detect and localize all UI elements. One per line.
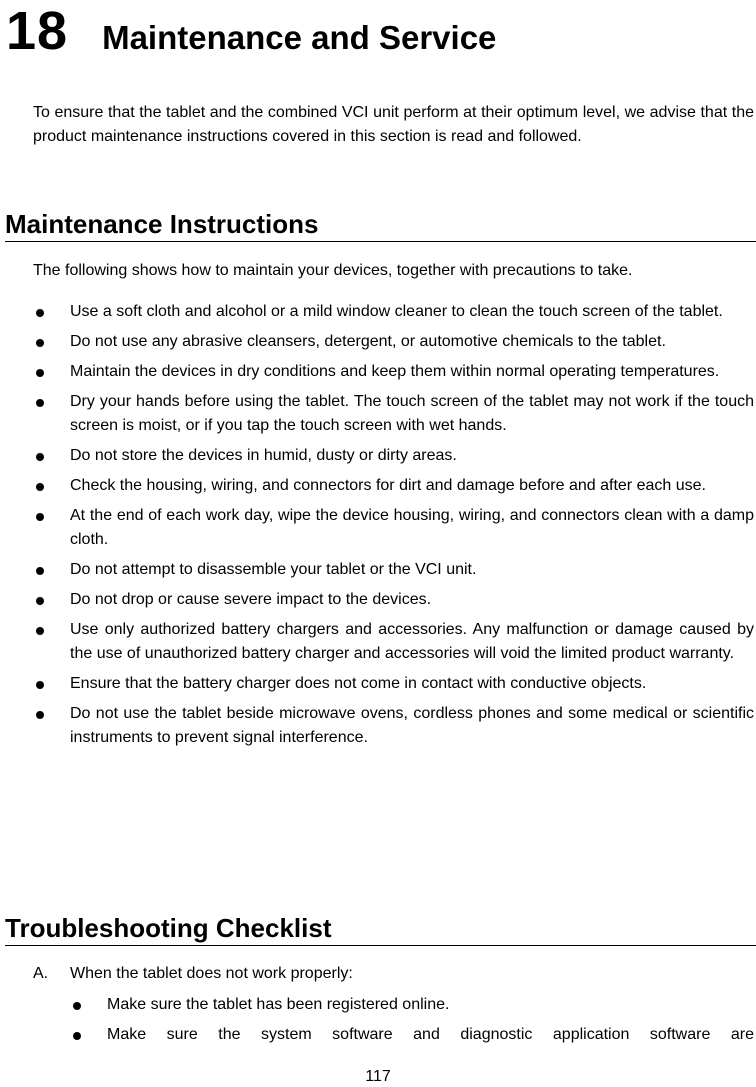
troubleshooting-item-a (33, 962, 353, 986)
list-item-text: Do not drop or cause severe impact to the devices. (70, 591, 432, 608)
bullet-icon (36, 309, 44, 317)
item-a-text: When the tablet does not work properly: (70, 965, 353, 982)
troubleshooting-heading: Troubleshooting Checklist (5, 913, 756, 946)
list-item-text: Make sure the tablet has been registered online. (107, 996, 450, 1013)
bullet-icon (36, 567, 44, 575)
list-item-text: Do not use any abrasive cleansers, detergent, or automotive chemicals to the tablet. (70, 333, 666, 350)
bullet-icon (73, 1002, 81, 1010)
list-item-text: Dry your hands before using the tablet. The touch screen of the tablet may not work if the touch screen is moist, or if you tap the touch screen with wet hands. (70, 393, 754, 434)
troubleshooting-list (0, 993, 756, 1053)
bullet-icon (36, 711, 44, 719)
intro-paragraph: To ensure that the tablet and the combined VCI unit perform at their optimum level, we advise that the product maintenance instructions covered in this section is read and followed. (33, 104, 754, 145)
bullet-icon (36, 681, 44, 689)
bullet-icon (36, 339, 44, 347)
bullet-icon (36, 369, 44, 377)
maintenance-lead: The following shows how to maintain your devices, together with precautions to take. (33, 262, 633, 279)
bullet-icon (73, 1032, 81, 1040)
list-item (0, 360, 754, 384)
bullet-icon (36, 399, 44, 407)
list-item (0, 300, 754, 324)
maintenance-list (0, 300, 756, 756)
item-letter: A. (33, 965, 49, 982)
list-item-text: Do not store the devices in humid, dusty or dirty areas. (70, 447, 457, 464)
list-item (0, 993, 754, 1017)
page-number: 117 (365, 1068, 391, 1085)
list-item-text: Use only authorized battery chargers and accessories. Any malfunction or damage caused by the use of unauthorized battery charger and accessories will void the limited product warranty. (70, 621, 754, 662)
list-item (0, 504, 754, 552)
list-item (0, 330, 754, 354)
chapter-number: 18 (6, 1, 69, 61)
list-item-text: Use a soft cloth and alcohol or a mild window cleaner to clean the touch screen of the tablet. (70, 303, 723, 320)
list-item (0, 702, 754, 750)
list-item (0, 1023, 754, 1047)
list-item-text: At the end of each work day, wipe the device housing, wiring, and connectors clean with a damp cloth. (70, 507, 754, 548)
bullet-icon (36, 627, 44, 635)
bullet-icon (36, 513, 44, 521)
list-item (0, 588, 754, 612)
list-item-text: Do not use the tablet beside microwave ovens, cordless phones and some medical or scientific instruments to prevent signal interference. (70, 705, 754, 746)
list-item-text: Check the housing, wiring, and connectors for dirt and damage before and after each use. (70, 477, 706, 494)
list-item (0, 618, 754, 666)
list-item-text: Maintain the devices in dry conditions and keep them within normal operating temperatures. (70, 363, 720, 380)
list-item (0, 444, 754, 468)
list-item (0, 474, 754, 498)
chapter-title: Maintenance and Service (102, 19, 497, 56)
list-item-text: Make sure the system software and diagnostic application software are (107, 1026, 754, 1043)
list-item (0, 672, 754, 696)
chapter-header (6, 1, 497, 61)
list-item (0, 558, 754, 582)
bullet-icon (36, 483, 44, 491)
list-item (0, 390, 754, 438)
bullet-icon (36, 597, 44, 605)
bullet-icon (36, 453, 44, 461)
list-item-text: Ensure that the battery charger does not come in contact with conductive objects. (70, 675, 647, 692)
maintenance-heading: Maintenance Instructions (5, 209, 756, 242)
list-item-text: Do not attempt to disassemble your tablet or the VCI unit. (70, 561, 477, 578)
